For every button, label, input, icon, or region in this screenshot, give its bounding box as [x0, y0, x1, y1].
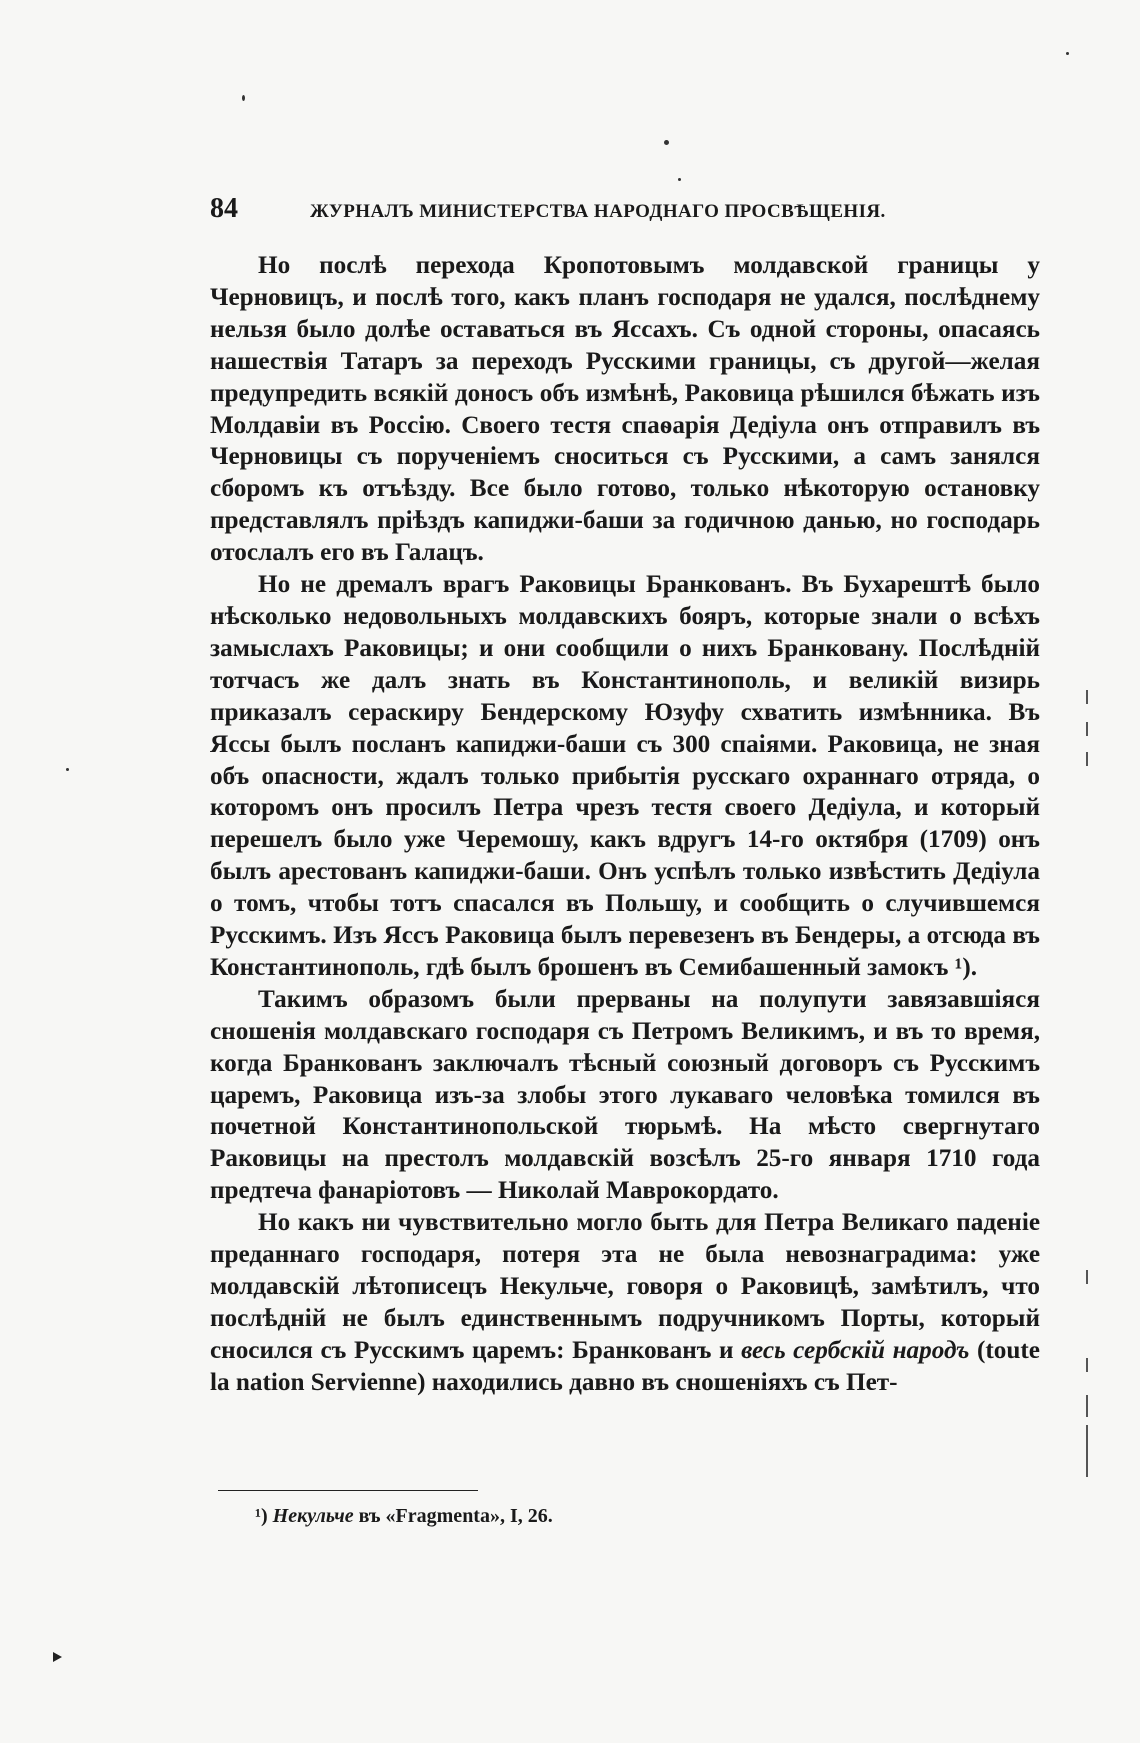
margin-mark — [1086, 752, 1088, 766]
footnote — [255, 1505, 553, 1528]
scan-corner-mark — [53, 1652, 62, 1662]
margin-mark — [1086, 722, 1088, 736]
paragraph-text: Но какъ ни чувствительно могло быть для Петра Великаго паденіе преданнаго господаря, потеря эта не была невознаградима: уже молдавскій лѣтописецъ Некульче, говоря о Раковицѣ, замѣтилъ, что послѣдній не былъ единственнымъ подручникомъ Порты, который сносился съ Русскимъ царемъ: Бранкованъ и — [210, 1209, 1040, 1364]
footnote-marker: ¹) — [255, 1505, 268, 1527]
margin-mark — [1086, 1270, 1088, 1284]
paragraph-text: (toute la nation Servienne) находились давно въ сношеніяхъ съ Пет- — [210, 1336, 1040, 1396]
page-header — [210, 193, 1040, 233]
scan-speck — [678, 178, 681, 181]
footnote-text: въ «Fragmenta», I, 26. — [353, 1505, 553, 1527]
footnote-rule — [218, 1490, 478, 1491]
margin-mark — [1086, 1395, 1088, 1417]
margin-mark — [1086, 1425, 1088, 1477]
margin-mark — [1086, 690, 1088, 704]
scan-speck — [664, 140, 669, 145]
paragraph-italic: весь сербскій народъ — [741, 1336, 970, 1364]
scan-speck — [242, 95, 245, 101]
body-text — [210, 250, 1040, 1399]
margin-mark — [1086, 1358, 1088, 1372]
footnote-source: Некульче — [272, 1505, 354, 1527]
paragraph: Но не дремалъ врагъ Раковицы Бранкованъ. Въ Бухарештѣ было нѣсколько недовольныхъ молдавскихъ бояръ, которые знали о всѣхъ замыслахъ Раковицы; и они сообщили о нихъ Бранковану. Послѣдній тотчасъ же далъ знать въ Константинополь, и великій визирь приказалъ сераскиру Бендерскому Юзуфу схватить измѣнника. Въ Яссы былъ посланъ капиджи-баши съ 300 спаіями. Раковица, не зная объ опасности, ждалъ только прибытія русскаго охраннаго отряда, о которомъ онъ просилъ Петра чрезъ тестя своего Дедіула, и который перешелъ было уже Черемошу, какъ вдругъ 14-го октября (1709) онъ былъ арестованъ капиджи-баши. Онъ успѣлъ только извѣстить Дедіула о томъ, чтобы тотъ спасался въ Польшу, и сообщить о случившемся Русскимъ. Изъ Яссъ Раковица былъ перевезенъ въ Бендеры, а отсюда въ Константинополь, гдѣ былъ брошенъ въ Семибашенный замокъ ¹). — [210, 571, 1040, 981]
paragraph-last — [210, 1207, 1040, 1398]
scan-speck — [66, 768, 69, 771]
running-head: ЖУРНАЛЪ МИНИСТЕРСТВА НАРОДНАГО ПРОСВѢЩЕНІЯ. — [310, 201, 886, 222]
paragraph: Такимъ образомъ были прерваны на полупути завязавшіяся сношенія молдавскаго господаря съ Петромъ Великимъ, и въ то время, когда Бранкованъ заключалъ тѣсный союзный договоръ съ Русскимъ царемъ, Раковица изъ-за злобы этого лукаваго человѣка томился въ почетной Константинопольской тюрьмѣ. На мѣсто свергнутаго Раковицы на престолъ молдавскій возсѣлъ 25-го января 1710 года предтеча фанаріотовъ — Николай Маврокордато. — [210, 985, 1040, 1205]
page-number: 84 — [210, 193, 238, 224]
scan-speck — [1066, 52, 1069, 55]
paragraph: Но послѣ перехода Кропотовымъ молдавской границы у Черновицъ, и послѣ того, какъ планъ господаря не удался, послѣднему нельзя было долѣе оставаться въ Яссахъ. Съ одной стороны, опасаясь нашествія Татаръ за переходъ Русскими границы, съ другой—желая предупредить всякій доносъ объ измѣнѣ, Раковица рѣшился бѣжать изъ Молдавіи въ Россію. Своего тестя спаѳарія Дедіула онъ отправилъ въ Черновицы съ порученіемъ сноситься съ Русскими, а самъ занялся сборомъ къ отъѣзду. Все было готово, только нѣкоторую остановку представлялъ пріѣздъ капиджи-баши за годичною данью, но господарь отослалъ его въ Галацъ. — [210, 252, 1040, 567]
